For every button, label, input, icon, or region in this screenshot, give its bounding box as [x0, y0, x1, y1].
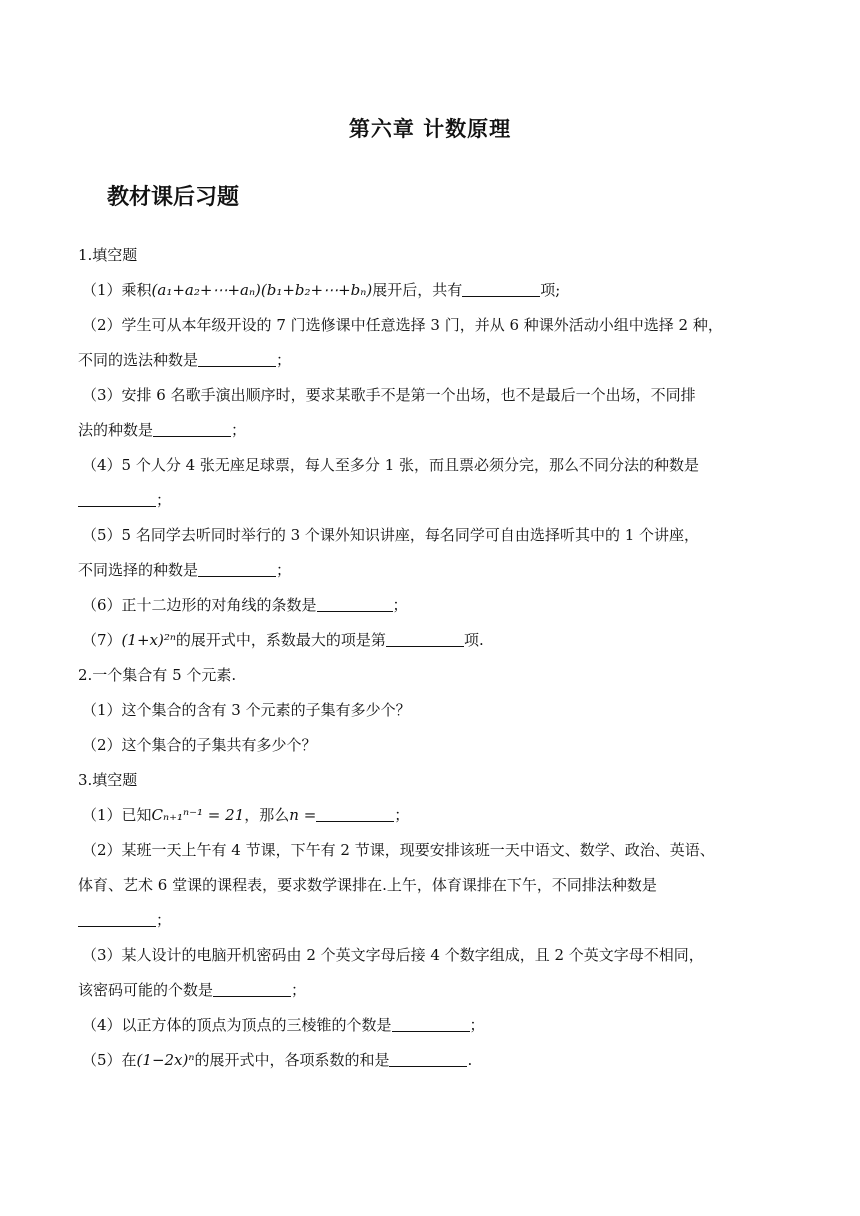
q3-item-1: （1）已知Cₙ₊₁ⁿ⁻¹ = 21，那么n = ；	[82, 806, 410, 824]
q3-item-2-line2: 体育、艺术 6 堂课的课程表，要求数学课排在.上午，体育课排在下午，不同排法种数是	[78, 876, 657, 894]
q3-item-1-math: Cₙ₊₁ⁿ⁻¹ = 21	[151, 806, 245, 824]
q3-item-4: （4）以正方体的顶点为顶点的三棱锥的个数是 ；	[82, 1016, 485, 1034]
answer-blank	[386, 629, 464, 647]
q2-item-2: （2）这个集合的子集共有多少个？	[82, 736, 317, 754]
q1-item-6: （6）正十二边形的对角线的条数是 ；	[82, 596, 408, 614]
q3-title: 3.填空题	[78, 771, 138, 789]
chapter-title: 第六章 计数原理	[348, 117, 512, 141]
q1-item-2-line1: （2）学生可从本年级开设的 7 门选修课中任意选择 3 门，并从 6 种课外活动小组中选择 2 种，	[82, 316, 723, 334]
q3-item-2-line3: ；	[78, 903, 784, 938]
answer-blank	[316, 804, 394, 822]
q3-item-1-math2: n =	[289, 806, 317, 824]
q1-item-2-line2: 不同的选法种数是 ；	[78, 351, 292, 369]
q3-item-5-math: (1−2x)ⁿ	[136, 1051, 195, 1069]
q1-item-7-math: (1+x)²ⁿ	[121, 631, 176, 649]
exercise-content	[78, 238, 784, 1078]
answer-blank	[392, 1014, 470, 1032]
answer-blank	[462, 279, 540, 297]
q1-item-4-line1: （4）5 个人分 4 张无座足球票，每人至多分 1 张，而且票必须分完，那么不同分法的种数是	[82, 456, 700, 474]
answer-blank	[78, 489, 156, 507]
q3-item-3-line2: 该密码可能的个数是 ；	[78, 981, 307, 999]
q3-item-3-line1: （3）某人设计的电脑开机密码由 2 个英文字母后接 4 个数字组成，且 2 个英文字母不相同，	[82, 946, 704, 964]
q3-item-2-line1: （2）某班一天上午有 4 节课，下午有 2 节课，现要安排该班一天中语文、数学、政治、英语、	[82, 841, 715, 859]
answer-blank	[153, 419, 231, 437]
answer-blank	[317, 594, 393, 612]
q1-item-1: （1）乘积(a₁+a₂+⋯+aₙ)(b₁+b₂+⋯+bₙ)展开后，共有 项;	[82, 281, 561, 299]
answer-blank	[389, 1049, 467, 1067]
q2-item-1: （1）这个集合的含有 3 个元素的子集有多少个？	[82, 701, 411, 719]
q1-item-7: （7）(1+x)²ⁿ的展开式中，系数最大的项是第 项.	[82, 631, 484, 649]
q3-item-5: （5）在(1−2x)ⁿ的展开式中，各项系数的和是 .	[82, 1051, 473, 1069]
q1-item-5-line2: 不同选择的种数是 ；	[78, 561, 292, 579]
q1-item-4-line2: ；	[78, 483, 784, 518]
q1-item-3-line1: （3）安排 6 名歌手演出顺序时，要求某歌手不是第一个出场，也不是最后一个出场，不同排	[82, 386, 696, 404]
q1-item-5-line1: （5）5 名同学去听同时举行的 3 个课外知识讲座，每名同学可自由选择听其中的 1 个讲座，	[82, 526, 700, 544]
answer-blank	[198, 559, 276, 577]
section-title: 教材课后习题	[107, 185, 240, 210]
q2-title: 2.一个集合有 5 个元素.	[78, 666, 237, 684]
answer-blank	[78, 909, 156, 927]
q1-title: 1.填空题	[78, 246, 138, 264]
answer-blank	[198, 349, 276, 367]
q1-item-1-math: (a₁+a₂+⋯+aₙ)(b₁+b₂+⋯+bₙ)	[151, 281, 373, 299]
q1-item-3-line2: 法的种数是 ；	[78, 421, 247, 439]
answer-blank	[213, 979, 291, 997]
